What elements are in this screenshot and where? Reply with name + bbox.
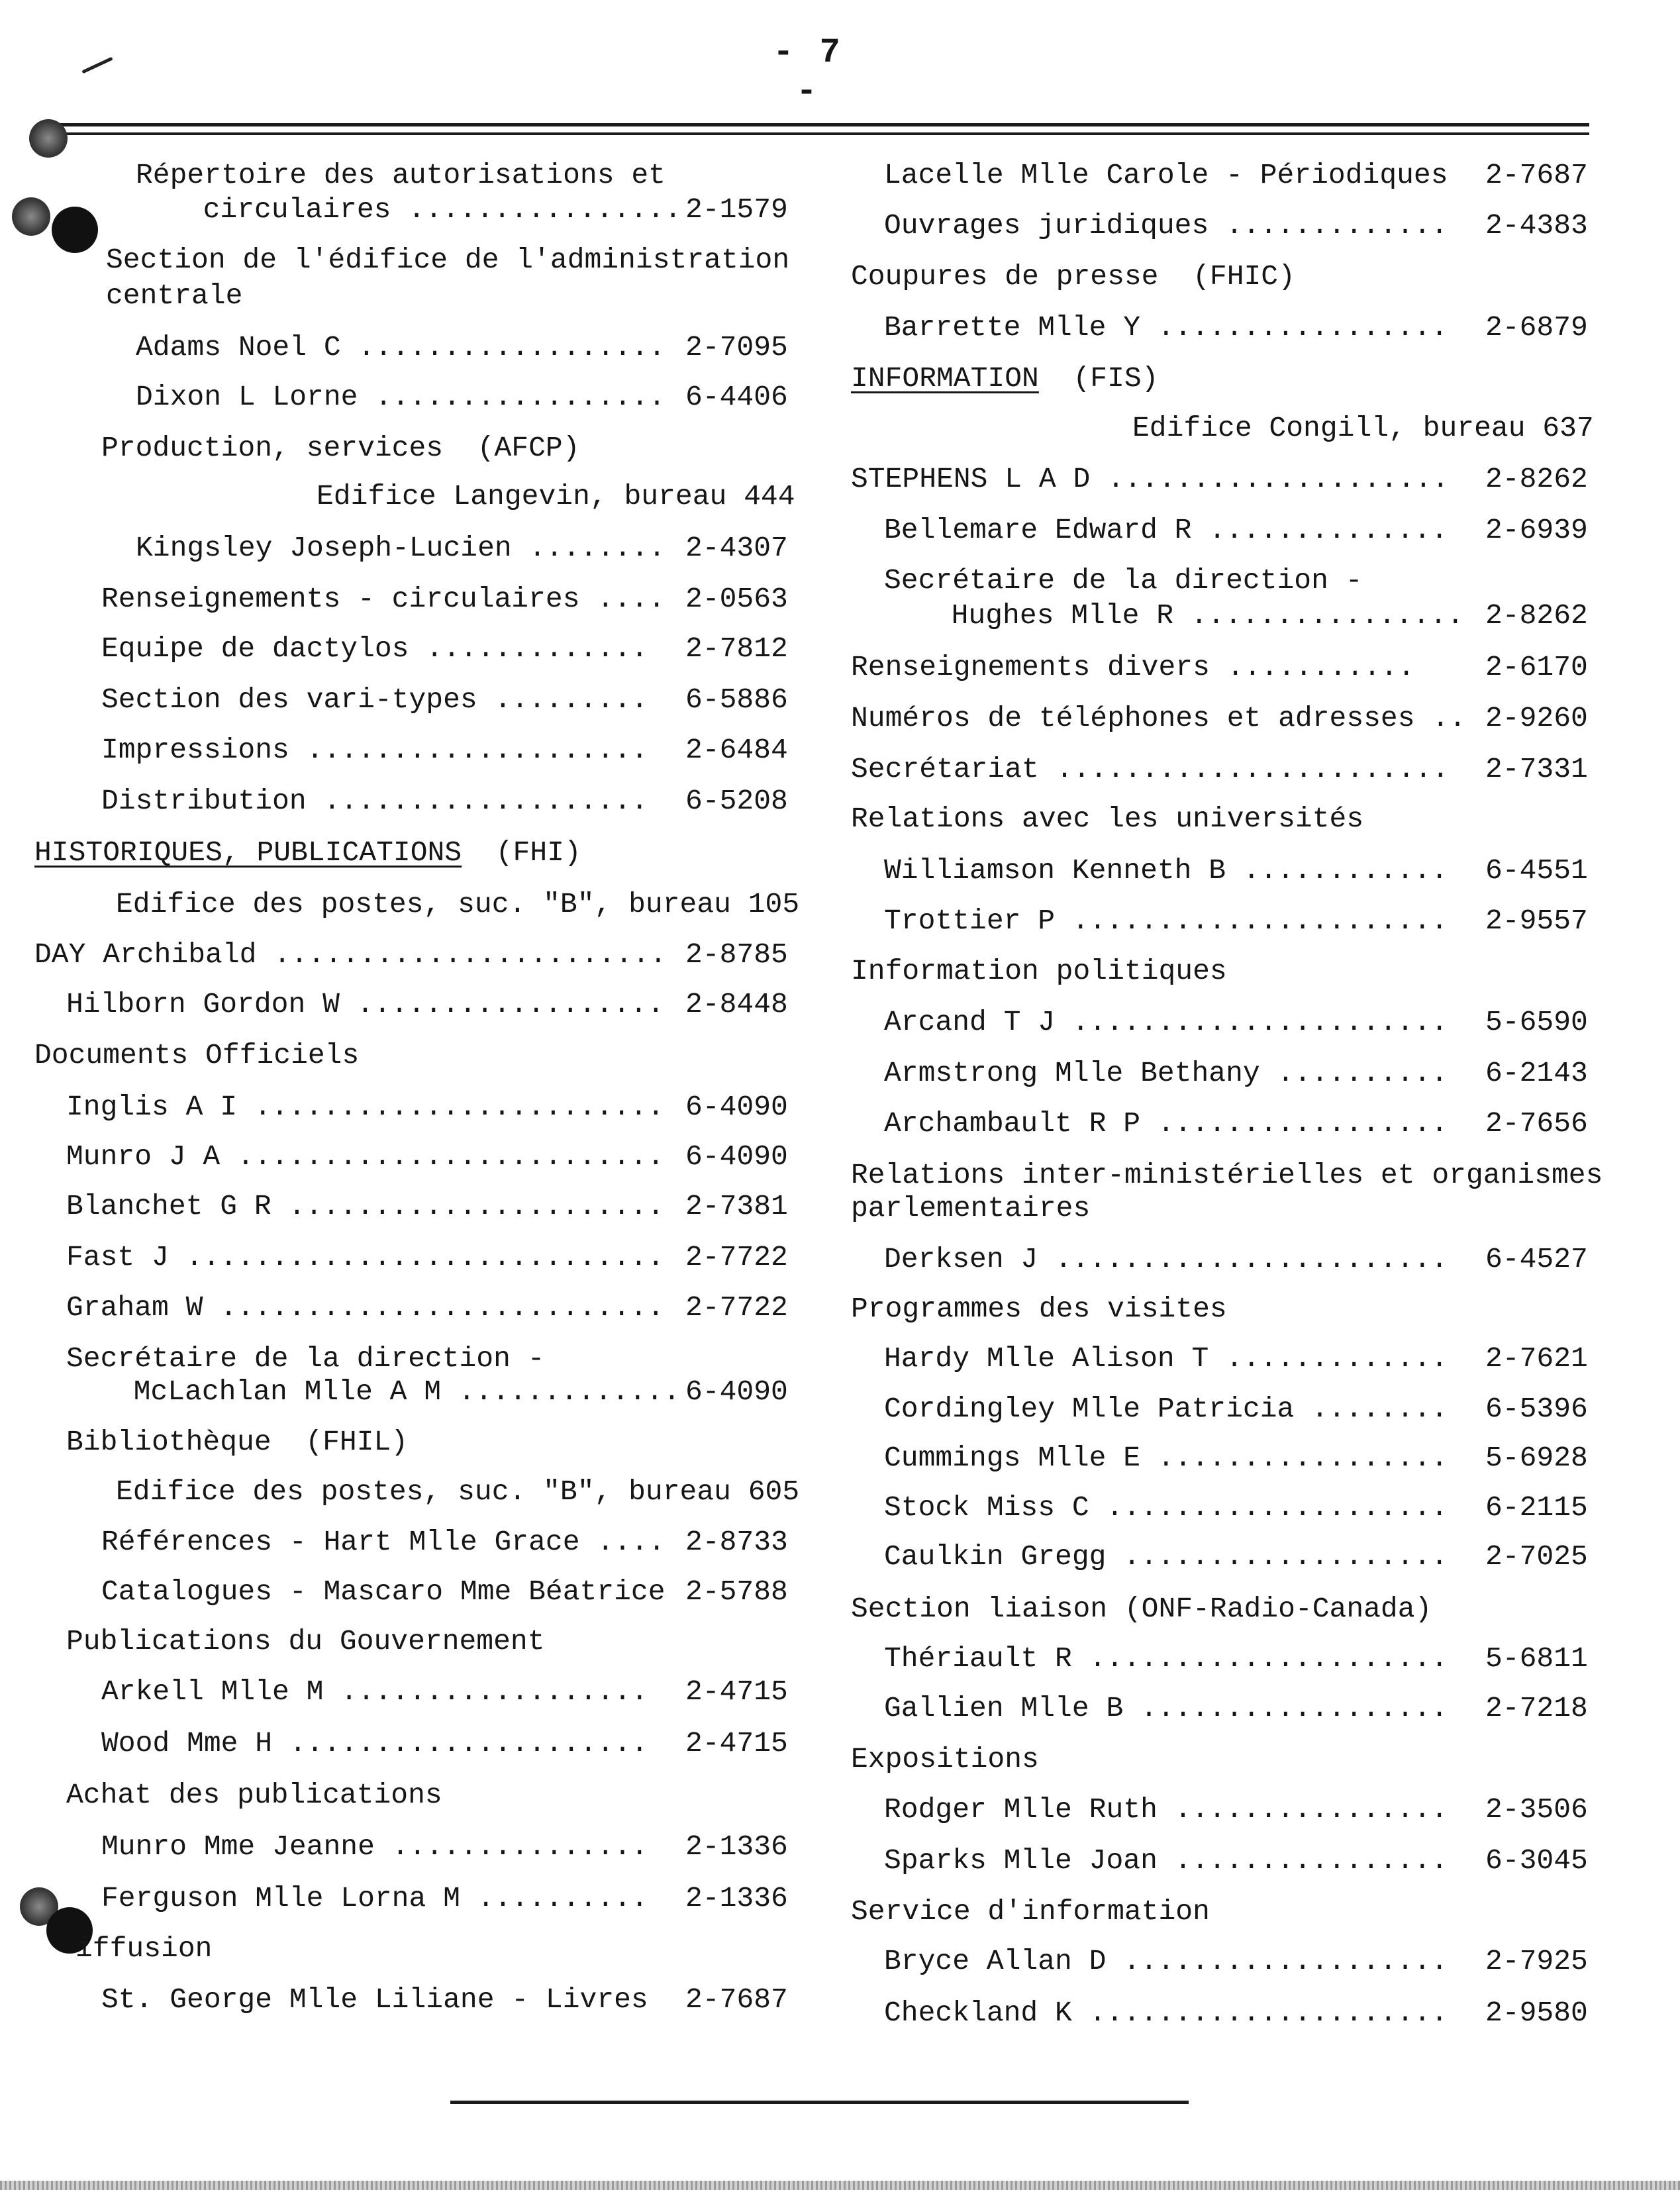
pen-mark: [81, 57, 113, 74]
directory-entry-text: [34, 835, 581, 871]
phone-number: 6-5396: [1485, 1393, 1588, 1425]
entry-label: Section de l'édifice de l'administration: [106, 244, 790, 276]
phone-number: 5-6928: [1485, 1442, 1588, 1474]
entry-label: Wood Mme H .....................: [101, 1727, 648, 1760]
phone-number: 2-1579: [685, 193, 788, 226]
directory-entry-text: [884, 1691, 1448, 1726]
entry-label: Cummings Mlle E .................: [884, 1442, 1448, 1474]
directory-entry-text: [884, 1056, 1448, 1091]
directory-entry-text: [851, 1158, 1603, 1193]
directory-entry-text: [317, 479, 795, 515]
entry-label: Secrétariat .......................: [851, 753, 1450, 785]
directory-entry-text: [101, 581, 666, 617]
entry-label: Armstrong Mlle Bethany ..........: [884, 1057, 1448, 1089]
directory-entry-text: [66, 1777, 442, 1813]
entry-label: Fast J ............................: [66, 1241, 665, 1273]
directory-entry-text: [851, 1291, 1227, 1327]
directory-entry-text: [884, 1539, 1448, 1575]
entry-label: Expositions: [851, 1743, 1039, 1775]
phone-number: 2-3506: [1485, 1793, 1588, 1826]
directory-entry-text: [884, 1843, 1448, 1879]
entry-label: DAY Archibald .......................: [34, 938, 667, 971]
phone-number: 6-4527: [1485, 1243, 1588, 1275]
entry-label: centrale: [106, 279, 243, 312]
phone-number: 2-5788: [685, 1575, 788, 1608]
directory-entry-text: [101, 631, 648, 667]
directory-entry-text: [66, 1240, 664, 1275]
entry-label: Adams Noel C ..................: [136, 331, 666, 364]
directory-entry-text: [101, 1726, 648, 1762]
directory-entry-text: [66, 1624, 545, 1660]
entry-label: Inglis A I ........................: [66, 1091, 665, 1123]
entry-label: Caulkin Gregg ...................: [884, 1540, 1448, 1573]
entry-label: Hilborn Gordon W ..................: [66, 988, 665, 1020]
phone-number: 2-6939: [1485, 514, 1588, 546]
phone-number: 2-8262: [1485, 463, 1588, 495]
directory-entry-text: [851, 361, 1159, 397]
phone-number: 2-0563: [685, 583, 788, 615]
entry-label: Munro J A .........................: [66, 1140, 665, 1173]
entry-label: Numéros de téléphones et adresses ..: [851, 702, 1466, 734]
phone-number: 2-4307: [685, 532, 788, 564]
phone-number: 2-7621: [1485, 1342, 1588, 1375]
directory-entry-text: [917, 598, 1464, 634]
directory-entry-text: [851, 650, 1415, 685]
phone-number: 2-7381: [685, 1190, 788, 1222]
phone-number: 6-5886: [685, 683, 788, 716]
directory-entry-text: [136, 379, 666, 415]
phone-number: 6-4551: [1485, 854, 1588, 887]
entry-label: Production, services (AFCP): [101, 432, 580, 464]
phone-number: 2-7331: [1485, 753, 1588, 785]
entry-label: Munro Mme Jeanne ...............: [101, 1830, 648, 1863]
entry-label: Blanchet G R ......................: [66, 1190, 665, 1222]
directory-entry-text: [884, 1641, 1448, 1677]
entry-label: Hughes Mlle R ................: [917, 599, 1464, 632]
directory-entry-text: [101, 1524, 666, 1560]
entry-label: Achat des publications: [66, 1779, 442, 1811]
phone-number: 2-6170: [1485, 651, 1588, 683]
phone-number: 2-7722: [685, 1291, 788, 1324]
entry-label: parlementaires: [851, 1192, 1091, 1224]
directory-entry-text: [136, 530, 666, 566]
phone-number: 2-6484: [685, 734, 788, 766]
phone-number: 6-4090: [685, 1091, 788, 1123]
header-rule: [46, 123, 1589, 126]
entry-label: Archambault R P .................: [884, 1107, 1448, 1140]
directory-entry-text: [136, 330, 666, 366]
binder-hole-gray: [12, 197, 50, 236]
directory-entry-text: [851, 1894, 1210, 1930]
entry-label: Sparks Mlle Joan ................: [884, 1844, 1448, 1877]
phone-number: 2-4383: [1485, 209, 1588, 242]
phone-number: 2-7025: [1485, 1540, 1588, 1573]
directory-entry-text: [851, 1591, 1432, 1627]
phone-number: 2-7218: [1485, 1692, 1588, 1724]
directory-entry-text: [66, 1424, 408, 1460]
directory-entry-text: [66, 1341, 545, 1377]
entry-label: Gallien Mlle B ..................: [884, 1692, 1448, 1724]
directory-entry-text: [884, 1944, 1448, 1979]
phone-number: 2-9557: [1485, 905, 1588, 937]
phone-number: 2-8733: [685, 1526, 788, 1558]
section-code: (FHI): [462, 836, 581, 869]
phone-number: 2-4715: [685, 1675, 788, 1708]
phone-number: 6-4406: [685, 381, 788, 413]
entry-label: Information politiques: [851, 955, 1227, 987]
phone-number: 2-1336: [685, 1882, 788, 1915]
phone-number: 6-5208: [685, 785, 788, 817]
phone-number: 2-7925: [1485, 1945, 1588, 1977]
phone-number: 5-6811: [1485, 1642, 1588, 1675]
entry-label: Dixon L Lorne .................: [136, 381, 666, 413]
directory-entry-text: [851, 801, 1363, 837]
directory-entry-text: [884, 1792, 1448, 1828]
directory-entry-text: [116, 1474, 799, 1510]
entry-label: Arkell Mlle M ..................: [101, 1675, 648, 1708]
directory-entry-text: [136, 158, 666, 193]
directory-entry-text: [851, 1191, 1090, 1226]
directory-entry-text: [884, 208, 1448, 244]
directory-entry-text: [884, 1391, 1448, 1427]
directory-entry-text: [66, 1290, 664, 1326]
directory-entry-text: [101, 682, 648, 718]
directory-entry-text: [884, 513, 1448, 548]
entry-label: Relations inter-ministérielles et organismes: [851, 1159, 1603, 1191]
directory-entry-text: [1132, 411, 1594, 446]
entry-label: Barrette Mlle Y .................: [884, 311, 1448, 344]
directory-entry-text: [66, 987, 664, 1022]
entry-label: Répertoire des autorisations et: [136, 159, 666, 191]
directory-entry-text: [884, 310, 1448, 346]
entry-label: Trottier P ......................: [884, 905, 1448, 937]
directory-entry-text: [99, 1374, 680, 1410]
entry-label: Documents Officiels: [34, 1039, 360, 1071]
entry-label: Publications du Gouvernement: [66, 1625, 545, 1658]
entry-label: Références - Hart Mlle Grace ....: [101, 1526, 666, 1558]
entry-label: Kingsley Joseph-Lucien ........: [136, 532, 666, 564]
directory-entry-text: [106, 278, 242, 314]
footer-rule: [450, 2101, 1189, 2104]
directory-entry-text: [66, 1089, 664, 1125]
phone-number: 2-7812: [685, 632, 788, 665]
entry-label: Edifice des postes, suc. "B", bureau 105: [116, 888, 800, 921]
entry-label: Edifice Congill, bureau 637: [1132, 412, 1594, 444]
directory-entry-text: [884, 853, 1448, 889]
directory-entry-text: [851, 1742, 1039, 1777]
phone-number: 2-8448: [685, 988, 788, 1020]
entry-label: Bibliothèque (FHIL): [66, 1426, 409, 1458]
entry-label: Cordingley Mlle Patricia ........: [884, 1393, 1448, 1425]
entry-label: Service d'information: [851, 1895, 1210, 1928]
directory-entry-text: [884, 903, 1448, 939]
directory-entry-text: [169, 192, 681, 228]
directory-entry-text: [66, 1189, 664, 1224]
entry-label: Coupures de presse (FHIC): [851, 260, 1295, 293]
directory-entry-text: [884, 563, 1363, 599]
header-rule-double: [46, 132, 1589, 135]
directory-entry-text: [101, 1574, 666, 1610]
directory-entry-text: [101, 1674, 648, 1710]
entry-label: iffusion: [75, 1932, 213, 1965]
directory-entry-text: [66, 1139, 664, 1175]
entry-label: Secrétaire de la direction -: [66, 1342, 545, 1375]
directory-entry-text: [101, 732, 648, 768]
entry-label: Relations avec les universités: [851, 803, 1364, 835]
phone-number: 2-8262: [1485, 599, 1588, 632]
directory-entry-text: [101, 430, 580, 466]
phone-number: 2-7687: [685, 1983, 788, 2016]
directory-entry-text: [106, 242, 789, 278]
directory-entry-text: [116, 887, 799, 922]
section-code: (FIS): [1038, 362, 1159, 395]
entry-label: circulaires ................: [169, 193, 682, 226]
entry-label: Hardy Mlle Alison T .............: [884, 1342, 1448, 1375]
section-heading: HISTORIQUES, PUBLICATIONS: [34, 836, 462, 869]
entry-label: Edifice des postes, suc. "B", bureau 605: [116, 1475, 800, 1508]
directory-entry-text: [884, 1106, 1448, 1142]
phone-number: 6-4090: [685, 1140, 788, 1173]
entry-label: Programmes des visites: [851, 1293, 1227, 1325]
phone-number: 2-4715: [685, 1727, 788, 1760]
entry-label: Derksen J .......................: [884, 1243, 1448, 1275]
entry-label: Edifice Langevin, bureau 444: [317, 480, 795, 513]
phone-number: 2-1336: [685, 1830, 788, 1863]
directory-entry-text: [75, 1931, 212, 1967]
entry-label: Ferguson Mlle Lorna M ..........: [101, 1882, 648, 1915]
entry-label: Arcand T J ......................: [884, 1006, 1448, 1038]
phone-number: 5-6590: [1485, 1006, 1588, 1038]
entry-label: Graham W ..........................: [66, 1291, 665, 1324]
entry-label: Ouvrages juridiques .............: [884, 209, 1448, 242]
phone-number: 2-9260: [1485, 702, 1588, 734]
phone-number: 2-7687: [1485, 159, 1588, 191]
directory-entry-text: [884, 1341, 1448, 1377]
entry-label: Catalogues - Mascaro Mme Béatrice: [101, 1575, 666, 1608]
directory-entry-text: [851, 462, 1449, 497]
phone-number: 6-2115: [1485, 1491, 1588, 1524]
directory-entry-text: [851, 954, 1227, 989]
entry-label: Distribution ...................: [101, 785, 648, 817]
scan-edge: [0, 2181, 1680, 2190]
entry-label: Williamson Kenneth B ............: [884, 854, 1448, 887]
entry-label: Bellemare Edward R ..............: [884, 514, 1448, 546]
entry-label: Bryce Allan D ...................: [884, 1945, 1448, 1977]
page-number: - 7 -: [773, 33, 843, 111]
entry-label: Impressions ....................: [101, 734, 648, 766]
entry-label: Secrétaire de la direction -: [884, 564, 1363, 597]
entry-label: St. George Mlle Liliane - Livres: [101, 1983, 648, 2016]
entry-label: Renseignements divers ...........: [851, 651, 1415, 683]
phone-number: 2-7095: [685, 331, 788, 364]
entry-label: Equipe de dactylos .............: [101, 632, 648, 665]
entry-label: Section des vari-types .........: [101, 683, 648, 716]
binder-hole-top: [29, 119, 68, 158]
phone-number: 6-4090: [685, 1375, 788, 1408]
directory-entry-text: [884, 1440, 1448, 1476]
directory-entry-text: [101, 783, 648, 819]
entry-label: Section liaison (ONF-Radio-Canada): [851, 1593, 1432, 1625]
directory-entry-text: [851, 752, 1449, 787]
directory-entry-text: [851, 701, 1466, 736]
entry-label: Checkland K .....................: [884, 1997, 1448, 2029]
directory-entry-text: [101, 1829, 648, 1865]
phone-number: 6-2143: [1485, 1057, 1588, 1089]
directory-entry-text: [884, 1995, 1448, 2031]
phone-number: 2-7722: [685, 1241, 788, 1273]
entry-label: Thériault R .....................: [884, 1642, 1448, 1675]
entry-label: STEPHENS L A D ....................: [851, 463, 1450, 495]
phone-number: 2-6879: [1485, 311, 1588, 344]
phone-number: 6-3045: [1485, 1844, 1588, 1877]
entry-label: Stock Miss C ....................: [884, 1491, 1448, 1524]
phone-number: 2-7656: [1485, 1107, 1588, 1140]
entry-label: Rodger Mlle Ruth ................: [884, 1793, 1448, 1826]
directory-entry-text: [101, 1881, 648, 1916]
directory-entry-text: [884, 1005, 1448, 1040]
directory-entry-text: [34, 1038, 359, 1073]
section-heading: INFORMATION: [851, 362, 1039, 395]
entry-label: Renseignements - circulaires ....: [101, 583, 666, 615]
binder-hole-black: [52, 207, 98, 253]
directory-entry-text: [884, 1490, 1448, 1526]
phone-number: 2-8785: [685, 938, 788, 971]
directory-entry-text: [851, 259, 1295, 295]
entry-label: Lacelle Mlle Carole - Périodiques: [884, 159, 1448, 191]
phone-number: 2-9580: [1485, 1997, 1588, 2029]
directory-entry-text: [34, 937, 667, 973]
entry-label: McLachlan Mlle A M .............: [99, 1375, 681, 1408]
directory-entry-text: [884, 158, 1448, 193]
directory-entry-text: [884, 1242, 1448, 1277]
directory-entry-text: [101, 1982, 648, 2018]
